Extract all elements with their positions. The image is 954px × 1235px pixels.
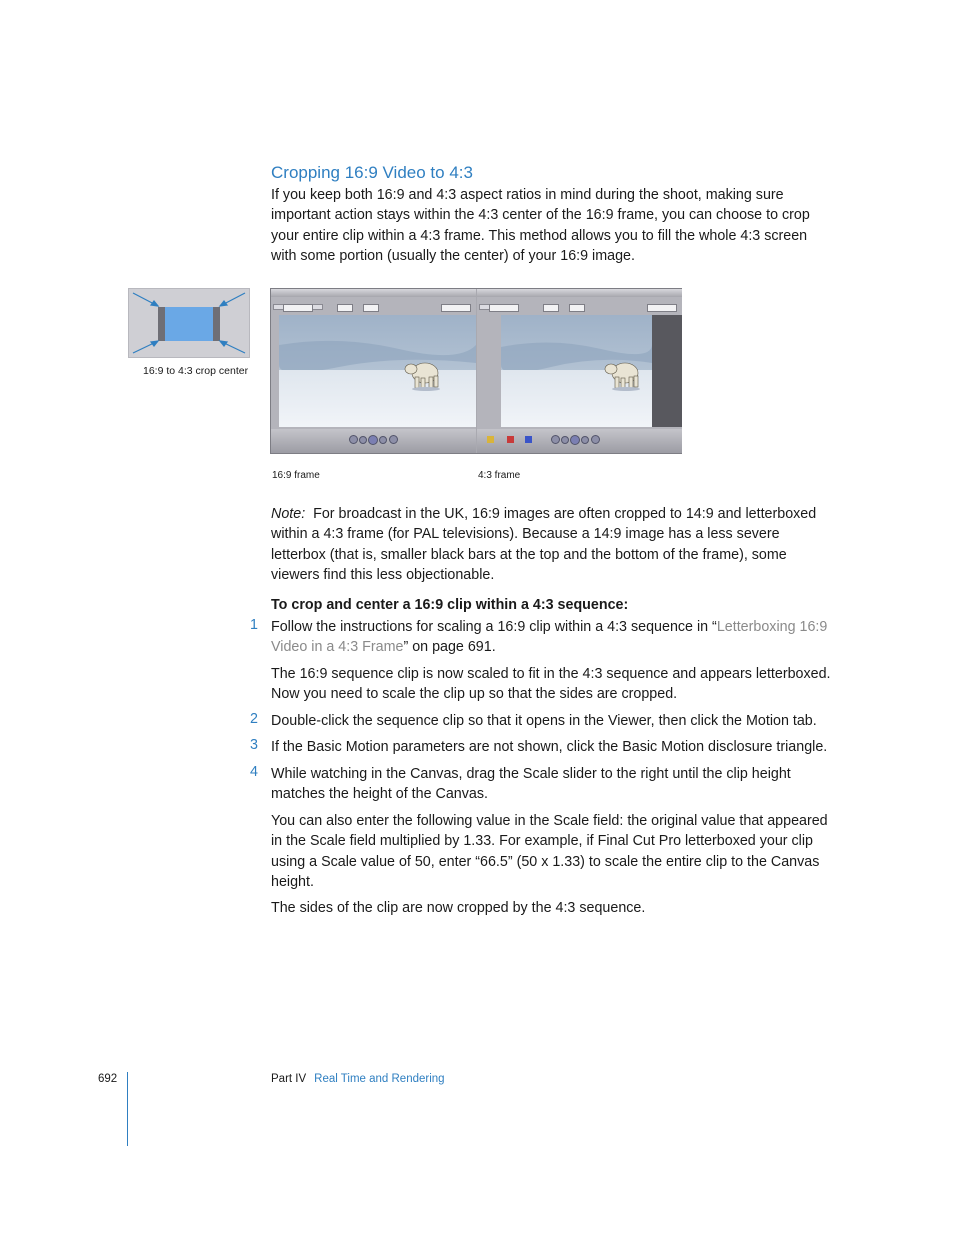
mark-out-icon[interactable] [507, 436, 514, 443]
footer-part-title[interactable]: Real Time and Rendering [314, 1073, 445, 1085]
viewer-zoom-popup[interactable] [337, 304, 353, 312]
canvas-play-in-out-button[interactable] [551, 435, 560, 444]
polar-bear-image-cropped [501, 315, 652, 427]
canvas-titlebar [477, 289, 682, 297]
crop-diagram-graphic [129, 289, 249, 357]
step-1-result: The 16:9 sequence clip is now scaled to fit in the 4:3 sequence and appears letterboxed. Now you need to scale the clip up so that the sides are cropped. [271, 666, 831, 703]
section-title: Cropping 16:9 Video to 4:3 [271, 163, 473, 182]
step-number: 4 [250, 764, 258, 780]
step-1-page-ref: ” on page 691. [403, 639, 496, 656]
viewer-view-popup[interactable] [363, 304, 379, 312]
step-3: If the Basic Motion parameters are not shown, click the Basic Motion disclosure triangle. [271, 739, 828, 755]
crop-center-area [165, 307, 213, 341]
canvas-transport-controls [477, 429, 682, 453]
play-in-out-button[interactable] [349, 435, 358, 444]
step-4: While watching in the Canvas, drag the Scale slider to the right until the clip height matches the height of the Canvas. [271, 766, 791, 803]
previous-edit-button[interactable] [359, 436, 367, 444]
play-around-button[interactable] [389, 435, 398, 444]
step-number: 1 [250, 617, 258, 633]
play-button[interactable] [368, 435, 378, 445]
canvas-pasteboard [652, 315, 682, 427]
footer-rule [127, 1072, 128, 1146]
crop-diagram [128, 288, 250, 358]
footer-part-label: Part IV [271, 1073, 307, 1085]
canvas-zoom-popup[interactable] [543, 304, 559, 312]
add-marker-icon[interactable] [525, 436, 532, 443]
canvas-window [477, 289, 682, 453]
letterboxing-link[interactable]: Letterboxing 16:9 Video in a 4:3 Frame [271, 619, 828, 656]
canvas-video-frame [501, 315, 652, 427]
viewer-timecode-field[interactable] [441, 304, 471, 312]
step-4-detail: You can also enter the following value in the Scale field: the original value that appeared in the Scale field multiplied by 1.33. For example, if Final Cut Pro letterboxed your clip using a Scale value of 50, enter “66.5” (50 x 1.33) to scale the entire clip to the Canvas height. [271, 813, 828, 891]
viewer-window [271, 289, 476, 453]
canvas-timecode-field[interactable] [647, 304, 677, 312]
viewer-titlebar [271, 289, 476, 297]
footer-part [271, 1073, 445, 1085]
canvas-duration-field[interactable] [489, 304, 519, 312]
step-number: 2 [250, 711, 258, 727]
canvas-play-around-button[interactable] [591, 435, 600, 444]
viewer-transport-controls [271, 429, 476, 453]
canvas-tabs [479, 297, 510, 303]
canvas-play-button[interactable] [570, 435, 580, 445]
step-2: Double-click the sequence clip so that it opens in the Viewer, then click the Motion tab. [271, 713, 817, 729]
canvas-view-popup[interactable] [569, 304, 585, 312]
viewer-video-frame [279, 315, 476, 427]
mark-in-icon[interactable] [487, 436, 494, 443]
viewer-duration-field[interactable] [283, 304, 313, 312]
caption-4x3-frame: 4:3 frame [478, 470, 521, 481]
canvas-previous-edit-button[interactable] [561, 436, 569, 444]
procedure-heading: To crop and center a 16:9 clip within a 4:3 sequence: [271, 597, 629, 613]
diagram-caption: 16:9 to 4:3 crop center [143, 365, 249, 377]
step-1-text: Follow the instructions for scaling a 16:9 clip within a 4:3 sequence in “ [271, 619, 717, 635]
viewer-canvas-screenshot [270, 288, 682, 454]
intro-paragraph: If you keep both 16:9 and 4:3 aspect ratios in mind during the shoot, making sure important action stays within the 4:3 center of the 16:9 frame, you can choose to crop your entire clip within a 4:3 frame. This method allows you to fill the whole 4:3 screen with some portion (usually the center) of your 16:9 image. [271, 187, 810, 265]
caption-16x9-frame: 16:9 frame [272, 470, 320, 481]
canvas-next-edit-button[interactable] [581, 436, 589, 444]
step-1 [271, 617, 831, 658]
polar-bear-image-wide [279, 315, 476, 427]
note-label: Note: [271, 506, 306, 522]
step-number: 3 [250, 737, 258, 753]
next-edit-button[interactable] [379, 436, 387, 444]
note-paragraph [271, 504, 831, 586]
note-text: For broadcast in the UK, 16:9 images are often cropped to 14:9 and letterboxed within a 4:3 frame (for PAL televisions). Because a 14:9 image has a less severe letterbox (that is, smaller black bars at the top and the bottom of the frame), some viewers find this less objectionable. [271, 506, 817, 584]
step-4-result: The sides of the clip are now cropped by the 4:3 sequence. [271, 900, 646, 916]
viewer-tabs [273, 297, 324, 303]
page-number: 692 [98, 1073, 118, 1085]
